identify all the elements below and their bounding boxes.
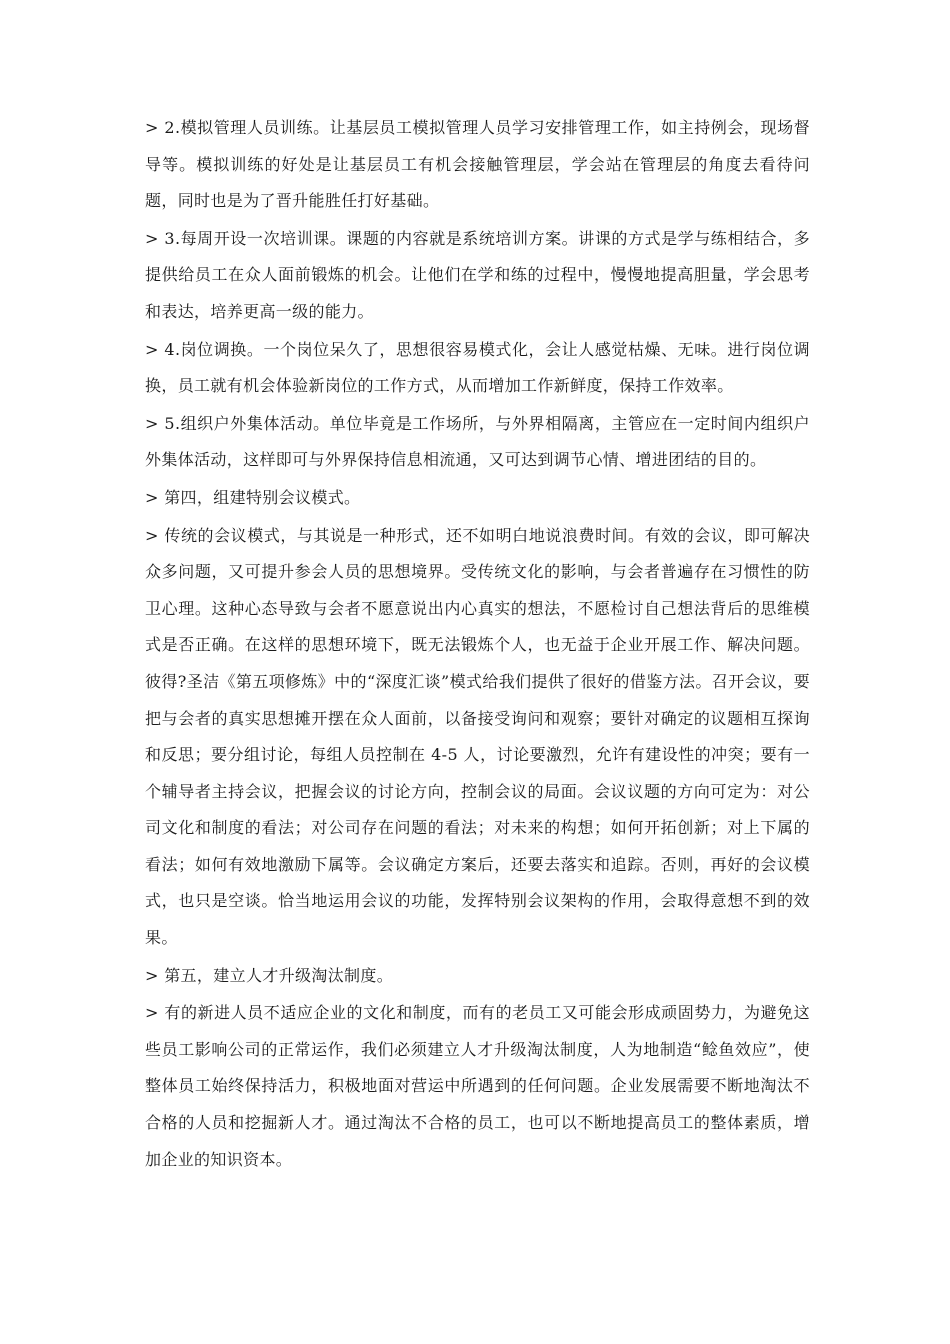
paragraph-outdoor-activities: > 5.组织户外集体活动。单位毕竟是工作场所，与外界相隔离，主管应在一定时间内组织户外集体活动，这样即可与外界保持信息相流通，又可达到调节心情、增进团结的目的。 bbox=[145, 413, 810, 470]
paragraph-weekly-training: > 3.每周开设一次培训课。课题的内容就是系统培训方案。讲课的方式是学与练相结合，多提供给员工在众人面前锻炼的机会。让他们在学和练的过程中，慢慢地提高胆量，学会思考和表达，培养更高一级的能力。 bbox=[145, 228, 810, 321]
paragraph-talent-system: > 有的新进人员不适应企业的文化和制度，而有的老员工又可能会形成顽固势力，为避免这些员工影响公司的正常运作，我们必须建立人才升级淘汰制度，人为地制造“鲶鱼效应”，使整体员工始终保持活力，积极地面对营运中所遇到的任何问题。企业发展需要不断地淘汰不合格的人员和挖掘新人才。通过淘汰不合格的员工，也可以不断地提高员工的整体素质，增加企业的知识资本。 bbox=[145, 1003, 810, 1169]
paragraph-job-rotation: > 4.岗位调换。一个岗位呆久了，思想很容易模式化，会让人感觉枯燥、无味。进行岗位调换，员工就有机会体验新岗位的工作方式，从而增加工作新鲜度，保持工作效率。 bbox=[145, 339, 810, 396]
paragraph-training-simulation: > 2.模拟管理人员训练。让基层员工模拟管理人员学习安排管理工作，如主持例会，现场督导等。模拟训练的好处是让基层员工有机会接触管理层，学会站在管理层的角度去看待问题，同时也是为了晋升能胜任打好基础。 bbox=[145, 118, 810, 211]
heading-fourth-meeting-mode: > 第四，组建特别会议模式。 bbox=[145, 487, 361, 507]
heading-fifth-talent-system: > 第五，建立人才升级淘汰制度。 bbox=[145, 965, 394, 985]
document-body bbox=[145, 110, 810, 1179]
paragraph-meeting-mode: > 传统的会议模式，与其说是一种形式，还不如明白地说浪费时间。有效的会议，即可解决众多问题，又可提升参会人员的思想境界。受传统文化的影响，与会者普遍存在习惯性的防卫心理。这种心态导致与会者不愿意说出内心真实的想法，不愿检讨自己想法背后的思维模式是否正确。在这样的思想环境下，既无法锻炼个人，也无益于企业开展工作、解决问题。彼得?圣洁《第五项修炼》中的“深度汇谈”模式给我们提供了很好的借鉴方法。召开会议，要把与会者的真实思想摊开摆在众人面前，以备接受询问和观察；要针对确定的议题相互探询和反思；要分组讨论，每组人员控制在 4-5 人，讨论要激烈，允许有建设性的冲突；要有一个辅导者主持会议，把握会议的讨论方向，控制会议的局面。会议议题的方向可定为：对公司文化和制度的看法；对公司存在问题的看法；对未来的构想；如何开拓创新；对上下属的看法；如何有效地激励下属等。会议确定方案后，还要去落实和追踪。否则，再好的会议模式，也只是空谈。恰当地运用会议的功能，发挥特别会议架构的作用，会取得意想不到的效果。 bbox=[145, 525, 810, 948]
